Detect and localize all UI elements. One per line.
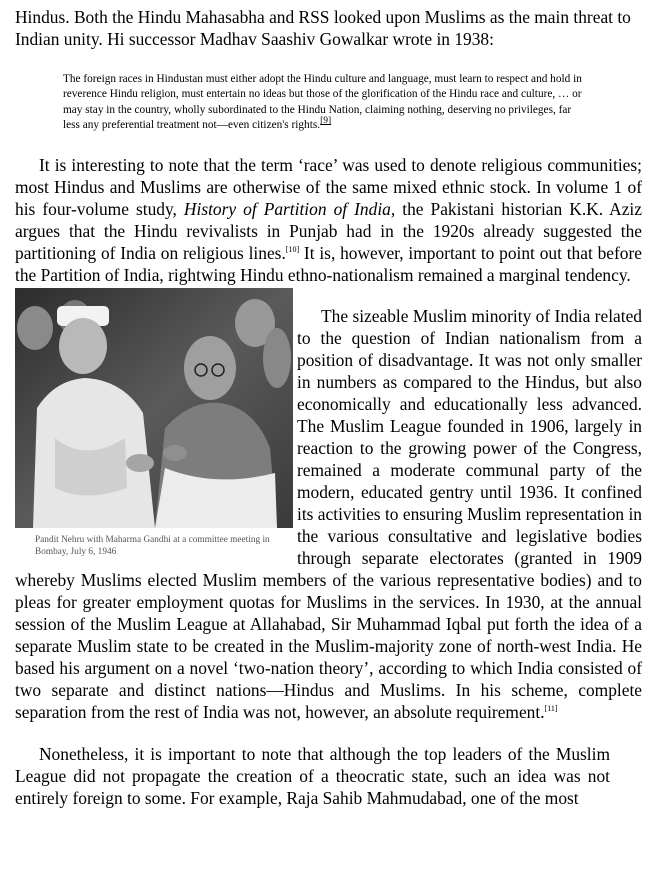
- book-title: History of Partition of India,: [183, 198, 396, 219]
- p1-text-b: the Pakistani historian K.K. Aziz argues that the Hindu revivalists in Punjab had in the 1920s already suggested the partitioning of India on religious lines.: [15, 198, 642, 263]
- paragraph-race: [15, 154, 642, 286]
- p2-text: The sizeable Muslim minority of India related to the question of Indian nationalism from a position of disadvantage. It was not only smaller in numbers as compared to the Hindus, but also economically and educationally less advanced. The Muslim League founded in 1906, largely in reaction to the growing power of the Congress, remained a moderate communal party of the modern, educated gentry until 1936. It confined its activities to ensuring Muslim representation in the various consultative and legislative bodies through separate electorates (granted in 1909 whereby Muslims elected Muslim members of the various representative bodies) and to pleas for greater employment quotas for Muslims in the services. In 1930, at the annual session of the Muslim League at Allahabad, Sir Muhammad Iqbal put forth the idea of a separate Muslim state to be created in the Muslim-majority zone of north-west India. He based his argument on a novel ‘two-nation theory’, according to which India consisted of two separate and distinct nations—Hindus and Muslims. In his scheme, complete separation from the rest of India was not, however, an absolute requirement.: [15, 305, 642, 722]
- footnote-ref-11[interactable]: [11]: [544, 703, 558, 713]
- block-quote: [63, 72, 582, 134]
- p1-text-a: It is interesting to note that the term ‘race’ was used to denote religious communities; most Hindus and Muslims are otherwise of the same mixed ethnic stock. In volume 1 of his four-volume study,: [15, 154, 642, 219]
- footnote-ref-9[interactable]: [9]: [320, 116, 332, 127]
- p1-text-c: It is, however, important to point out that before the Partition of India, rightwing Hindu ethno-nationalism remained a marginal tendency.: [15, 242, 642, 285]
- paragraph-intro: Hindus. Both the Hindu Mahasabha and RSS looked upon Muslims as the main threat to Indian unity. Hi successor Madhav Saashiv Gowalkar wrote in 1938:: [15, 7, 631, 49]
- photo-figure: [15, 288, 293, 564]
- paragraph-nonetheless: Nonetheless, it is important to note that although the top leaders of the Muslim League did not propagate the creation of a theocratic state, such an idea was not entirely foreign to some. For example, Raja Sahib Mahmudabad, one of the most: [15, 743, 610, 808]
- nehru-gandhi-photo: [15, 288, 293, 528]
- photo-caption: Pandit Nehru with Maharma Gandhi at a committee meeting in Bombay, July 6, 1946: [35, 534, 270, 557]
- quote-text: The foreign races in Hindustan must either adopt the Hindu culture and language, must learn to respect and hold in reverence Hindu religion, must entertain no ideas but those of the glorification of the Hindu race and culture, … or may stay in the country, wholly subordinated to the Hindu Nation, claiming nothing, deserving no privileges, far less any preferential treatment not—even citizen's rights.: [63, 73, 582, 132]
- footnote-ref-10[interactable]: [10]: [285, 244, 300, 254]
